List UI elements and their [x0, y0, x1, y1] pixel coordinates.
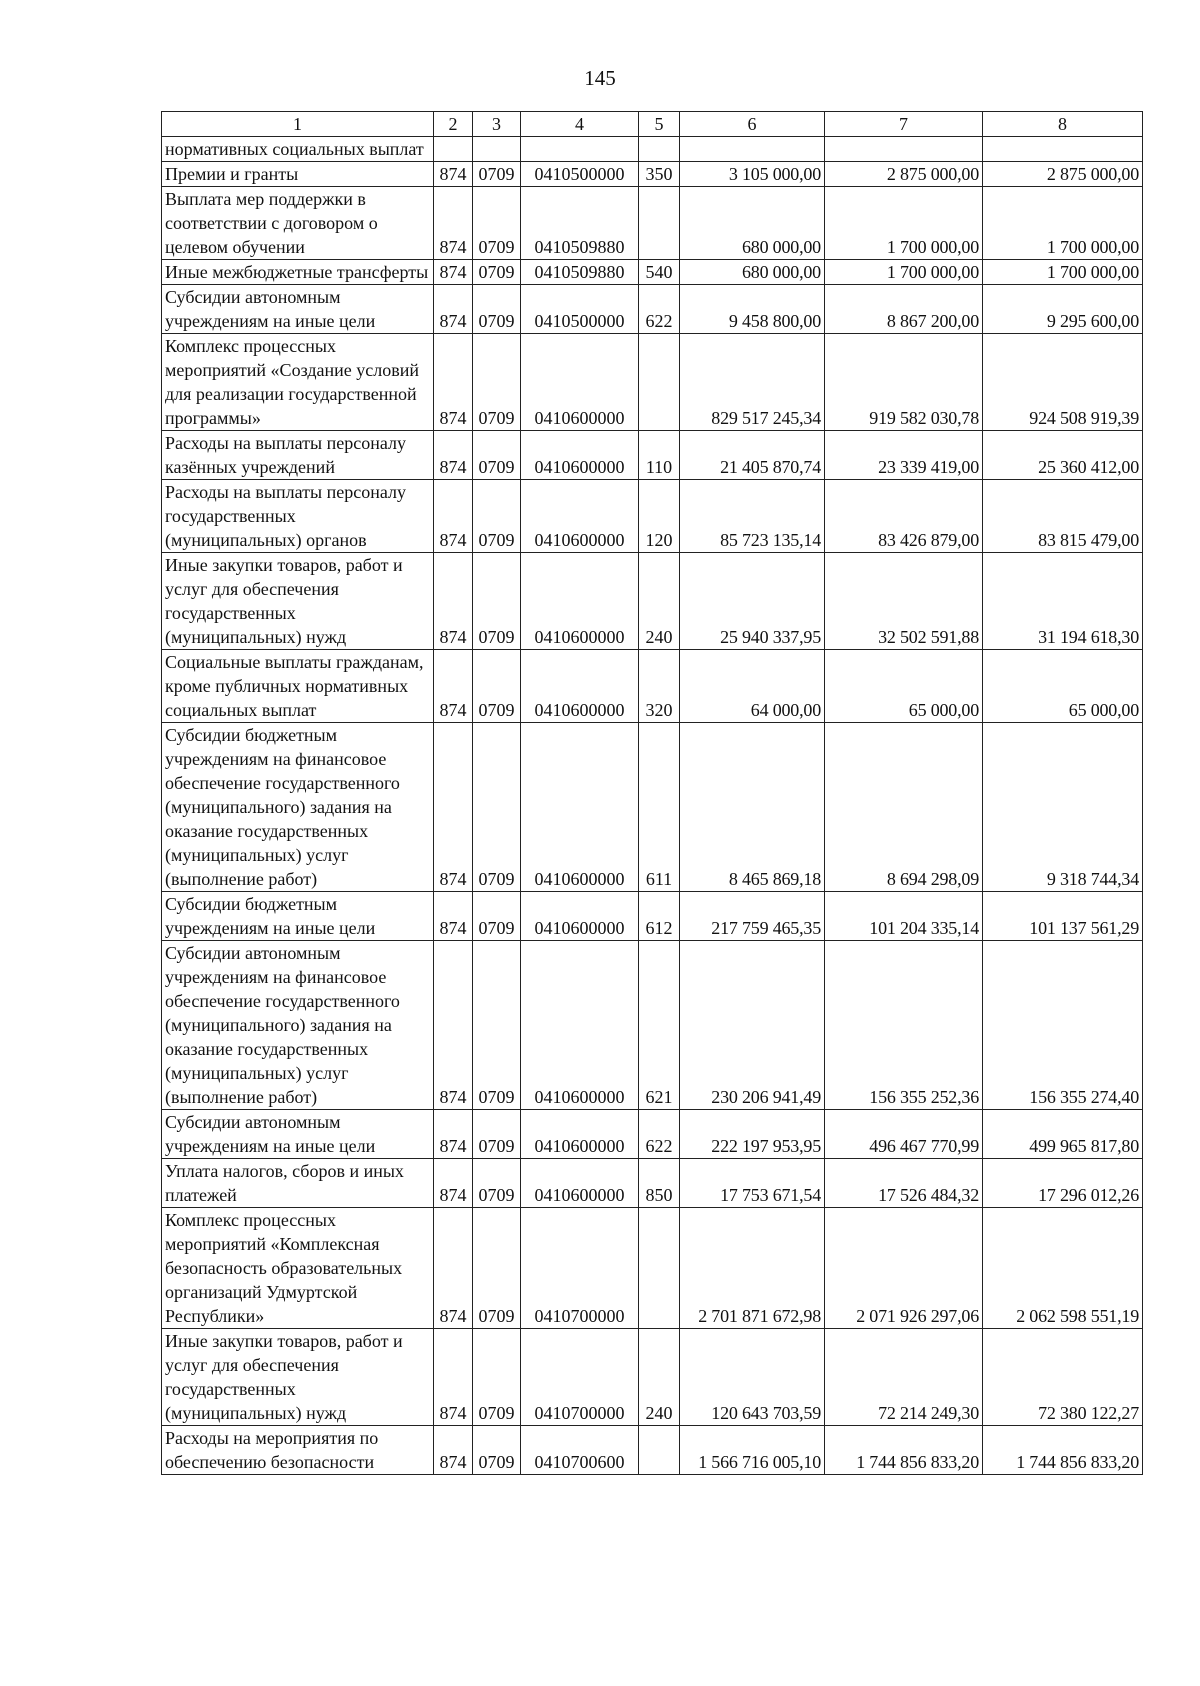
row-amount-col8: 2 875 000,00 — [983, 162, 1143, 187]
row-ministry-code: 874 — [434, 431, 473, 480]
row-amount-col6: 120 643 703,59 — [680, 1329, 825, 1426]
row-expense-type: 240 — [639, 1329, 680, 1426]
table-row — [162, 431, 1143, 480]
row-amount-col8: 9 318 744,34 — [983, 723, 1143, 892]
row-target-article: 0410700000 — [521, 1329, 639, 1426]
row-target-article: 0410600000 — [521, 1110, 639, 1159]
row-ministry-code: 874 — [434, 260, 473, 285]
row-amount-col8: 924 508 919,39 — [983, 334, 1143, 431]
row-amount-col8: 1 700 000,00 — [983, 260, 1143, 285]
row-amount-col7: 1 700 000,00 — [825, 187, 983, 260]
table-row — [162, 1208, 1143, 1329]
column-header: 1 — [162, 112, 434, 137]
row-amount-col7: 101 204 335,14 — [825, 892, 983, 941]
table-row — [162, 334, 1143, 431]
row-description: Расходы на мероприятия по обеспечению безопасности — [162, 1426, 434, 1475]
row-expense-type — [639, 187, 680, 260]
row-amount-col6: 222 197 953,95 — [680, 1110, 825, 1159]
row-ministry-code: 874 — [434, 334, 473, 431]
row-target-article: 0410600000 — [521, 1159, 639, 1208]
row-target-article: 0410600000 — [521, 941, 639, 1110]
row-ministry-code: 874 — [434, 1426, 473, 1475]
row-amount-col7: 156 355 252,36 — [825, 941, 983, 1110]
row-amount-col7: 65 000,00 — [825, 650, 983, 723]
table-row — [162, 941, 1143, 1110]
row-amount-col8: 156 355 274,40 — [983, 941, 1143, 1110]
row-amount-col8: 83 815 479,00 — [983, 480, 1143, 553]
column-header: 6 — [680, 112, 825, 137]
row-amount-col8: 1 700 000,00 — [983, 187, 1143, 260]
table-body — [162, 137, 1143, 1475]
row-amount-col6: 3 105 000,00 — [680, 162, 825, 187]
row-amount-col8: 17 296 012,26 — [983, 1159, 1143, 1208]
row-description: Уплата налогов, сборов и иных платежей — [162, 1159, 434, 1208]
row-amount-col6: 680 000,00 — [680, 260, 825, 285]
row-amount-col8: 499 965 817,80 — [983, 1110, 1143, 1159]
row-amount-col7: 8 694 298,09 — [825, 723, 983, 892]
row-ministry-code: 874 — [434, 650, 473, 723]
row-target-article: 0410509880 — [521, 260, 639, 285]
row-amount-col8 — [983, 137, 1143, 162]
row-amount-col6: 8 465 869,18 — [680, 723, 825, 892]
row-expense-type: 611 — [639, 723, 680, 892]
row-target-article: 0410600000 — [521, 431, 639, 480]
row-section-code: 0709 — [473, 260, 521, 285]
row-ministry-code: 874 — [434, 480, 473, 553]
row-expense-type: 622 — [639, 1110, 680, 1159]
row-expense-type: 120 — [639, 480, 680, 553]
row-amount-col6: 230 206 941,49 — [680, 941, 825, 1110]
row-amount-col6: 21 405 870,74 — [680, 431, 825, 480]
table-row — [162, 137, 1143, 162]
row-amount-col7: 496 467 770,99 — [825, 1110, 983, 1159]
row-expense-type: 621 — [639, 941, 680, 1110]
row-expense-type: 350 — [639, 162, 680, 187]
row-amount-col7 — [825, 137, 983, 162]
table-row — [162, 723, 1143, 892]
row-section-code: 0709 — [473, 480, 521, 553]
row-section-code: 0709 — [473, 1110, 521, 1159]
row-amount-col6: 9 458 800,00 — [680, 285, 825, 334]
row-amount-col7: 2 875 000,00 — [825, 162, 983, 187]
row-section-code: 0709 — [473, 1426, 521, 1475]
row-amount-col7: 8 867 200,00 — [825, 285, 983, 334]
row-amount-col7: 32 502 591,88 — [825, 553, 983, 650]
row-amount-col7: 919 582 030,78 — [825, 334, 983, 431]
row-amount-col8: 25 360 412,00 — [983, 431, 1143, 480]
row-description: Иные закупки товаров, работ и услуг для обеспечения государственных (муниципальных) нужд — [162, 553, 434, 650]
column-header: 8 — [983, 112, 1143, 137]
row-amount-col6: 64 000,00 — [680, 650, 825, 723]
row-ministry-code: 874 — [434, 941, 473, 1110]
row-description: Выплата мер поддержки в соответствии с договором о целевом обучении — [162, 187, 434, 260]
row-amount-col6: 2 701 871 672,98 — [680, 1208, 825, 1329]
row-ministry-code: 874 — [434, 187, 473, 260]
table-row — [162, 187, 1143, 260]
row-target-article: 0410600000 — [521, 553, 639, 650]
row-amount-col8: 31 194 618,30 — [983, 553, 1143, 650]
budget-table — [161, 111, 1143, 1475]
row-description: Субсидии автономным учреждениям на иные цели — [162, 285, 434, 334]
table-row — [162, 260, 1143, 285]
column-header: 7 — [825, 112, 983, 137]
row-description: Иные межбюджетные трансферты — [162, 260, 434, 285]
row-section-code: 0709 — [473, 941, 521, 1110]
row-expense-type: 612 — [639, 892, 680, 941]
row-target-article: 0410600000 — [521, 650, 639, 723]
row-description: Премии и гранты — [162, 162, 434, 187]
row-amount-col6: 25 940 337,95 — [680, 553, 825, 650]
row-expense-type: 110 — [639, 431, 680, 480]
table-row — [162, 1159, 1143, 1208]
row-ministry-code: 874 — [434, 1208, 473, 1329]
row-amount-col6: 17 753 671,54 — [680, 1159, 825, 1208]
row-section-code: 0709 — [473, 723, 521, 892]
row-description: Субсидии бюджетным учреждениям на финансовое обеспечение государственного (муниципального) задания на оказание государственных (муниципальных) услуг (выполнение работ) — [162, 723, 434, 892]
row-amount-col8: 101 137 561,29 — [983, 892, 1143, 941]
row-target-article: 0410500000 — [521, 285, 639, 334]
row-expense-type — [639, 137, 680, 162]
row-target-article: 0410700000 — [521, 1208, 639, 1329]
header-row — [162, 112, 1143, 137]
row-amount-col7: 83 426 879,00 — [825, 480, 983, 553]
table-row — [162, 1426, 1143, 1475]
column-header: 5 — [639, 112, 680, 137]
row-amount-col6: 85 723 135,14 — [680, 480, 825, 553]
row-amount-col6: 1 566 716 005,10 — [680, 1426, 825, 1475]
row-ministry-code: 874 — [434, 285, 473, 334]
row-ministry-code: 874 — [434, 1329, 473, 1426]
table-row — [162, 285, 1143, 334]
row-target-article: 0410600000 — [521, 723, 639, 892]
row-expense-type — [639, 1426, 680, 1475]
row-description: Комплекс процессных мероприятий «Комплексная безопасность образовательных организаций Удмуртской Республики» — [162, 1208, 434, 1329]
table-row — [162, 1110, 1143, 1159]
row-target-article: 0410500000 — [521, 162, 639, 187]
row-amount-col7: 1 700 000,00 — [825, 260, 983, 285]
row-amount-col8: 72 380 122,27 — [983, 1329, 1143, 1426]
row-expense-type — [639, 1208, 680, 1329]
row-amount-col7: 23 339 419,00 — [825, 431, 983, 480]
table-row — [162, 162, 1143, 187]
row-description: Комплекс процессных мероприятий «Создание условий для реализации государственной программы» — [162, 334, 434, 431]
row-section-code: 0709 — [473, 892, 521, 941]
row-section-code: 0709 — [473, 1208, 521, 1329]
row-description: нормативных социальных выплат — [162, 137, 434, 162]
table-row — [162, 553, 1143, 650]
row-section-code: 0709 — [473, 650, 521, 723]
row-target-article: 0410700600 — [521, 1426, 639, 1475]
row-expense-type: 540 — [639, 260, 680, 285]
row-amount-col6: 829 517 245,34 — [680, 334, 825, 431]
row-ministry-code: 874 — [434, 723, 473, 892]
row-ministry-code: 874 — [434, 1159, 473, 1208]
column-header: 4 — [521, 112, 639, 137]
table-row — [162, 1329, 1143, 1426]
row-amount-col6: 680 000,00 — [680, 187, 825, 260]
row-target-article: 0410509880 — [521, 187, 639, 260]
row-section-code: 0709 — [473, 1159, 521, 1208]
row-ministry-code: 874 — [434, 553, 473, 650]
row-description: Субсидии автономным учреждениям на финансовое обеспечение государственного (муниципального) задания на оказание государственных (муниципальных) услуг (выполнение работ) — [162, 941, 434, 1110]
row-target-article: 0410600000 — [521, 892, 639, 941]
row-amount-col7: 17 526 484,32 — [825, 1159, 983, 1208]
row-expense-type: 622 — [639, 285, 680, 334]
page-number: 145 — [584, 66, 616, 90]
row-description: Иные закупки товаров, работ и услуг для обеспечения государственных (муниципальных) нужд — [162, 1329, 434, 1426]
row-ministry-code: 874 — [434, 1110, 473, 1159]
table-row — [162, 480, 1143, 553]
row-amount-col7: 2 071 926 297,06 — [825, 1208, 983, 1329]
row-expense-type: 320 — [639, 650, 680, 723]
row-expense-type: 850 — [639, 1159, 680, 1208]
row-section-code: 0709 — [473, 431, 521, 480]
row-ministry-code: 874 — [434, 162, 473, 187]
row-description: Расходы на выплаты персоналу казённых учреждений — [162, 431, 434, 480]
row-amount-col7: 1 744 856 833,20 — [825, 1426, 983, 1475]
row-section-code: 0709 — [473, 1329, 521, 1426]
row-amount-col8: 9 295 600,00 — [983, 285, 1143, 334]
row-section-code: 0709 — [473, 553, 521, 650]
row-amount-col7: 72 214 249,30 — [825, 1329, 983, 1426]
row-amount-col8: 2 062 598 551,19 — [983, 1208, 1143, 1329]
row-description: Расходы на выплаты персоналу государственных (муниципальных) органов — [162, 480, 434, 553]
row-target-article: 0410600000 — [521, 480, 639, 553]
row-target-article: 0410600000 — [521, 334, 639, 431]
row-section-code: 0709 — [473, 334, 521, 431]
row-amount-col8: 65 000,00 — [983, 650, 1143, 723]
row-description: Субсидии бюджетным учреждениям на иные цели — [162, 892, 434, 941]
row-amount-col6 — [680, 137, 825, 162]
row-section-code: 0709 — [473, 285, 521, 334]
row-section-code: 0709 — [473, 162, 521, 187]
row-section-code — [473, 137, 521, 162]
row-description: Социальные выплаты гражданам, кроме публичных нормативных социальных выплат — [162, 650, 434, 723]
row-section-code: 0709 — [473, 187, 521, 260]
column-header: 3 — [473, 112, 521, 137]
row-target-article — [521, 137, 639, 162]
row-amount-col8: 1 744 856 833,20 — [983, 1426, 1143, 1475]
table-row — [162, 892, 1143, 941]
table-row — [162, 650, 1143, 723]
row-expense-type: 240 — [639, 553, 680, 650]
row-description: Субсидии автономным учреждениям на иные цели — [162, 1110, 434, 1159]
row-amount-col6: 217 759 465,35 — [680, 892, 825, 941]
row-ministry-code — [434, 137, 473, 162]
row-expense-type — [639, 334, 680, 431]
row-ministry-code: 874 — [434, 892, 473, 941]
column-header: 2 — [434, 112, 473, 137]
